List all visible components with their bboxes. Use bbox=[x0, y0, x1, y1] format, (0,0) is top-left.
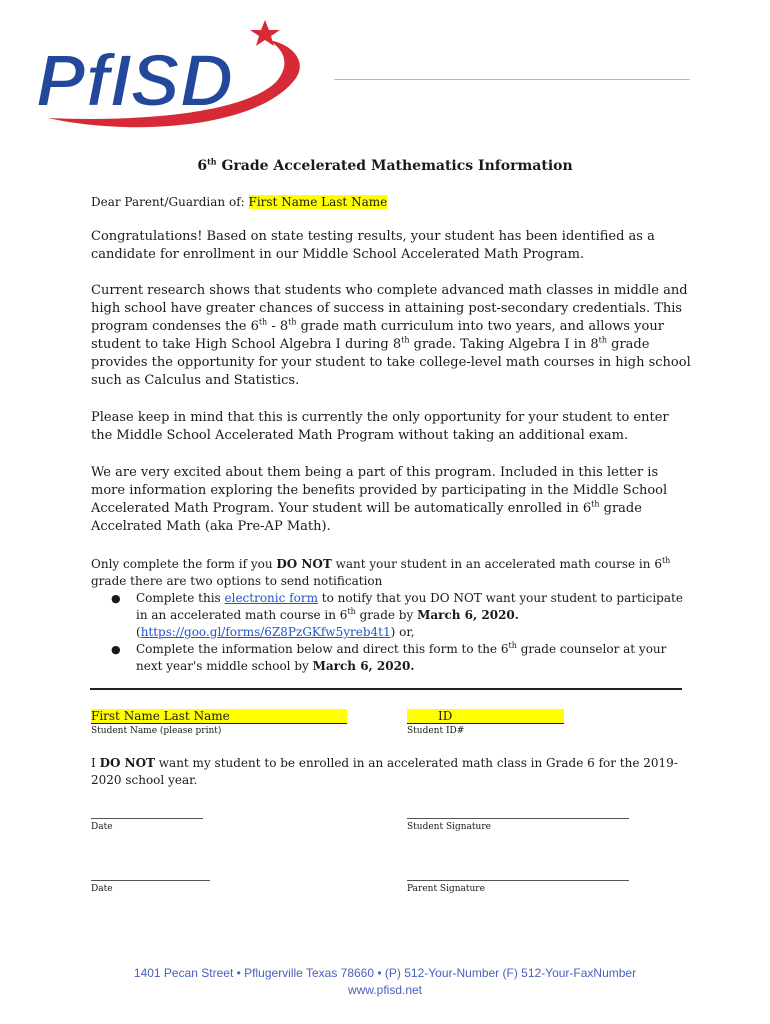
section-divider bbox=[90, 688, 682, 690]
options-list bbox=[91, 590, 691, 675]
list-item: ● Complete the information below and direct this form to the 6th grade counselor at your next year's middle school by March 6, 2020. bbox=[111, 641, 667, 673]
paragraph-research: Current research shows that students who complete advanced math classes in middle and high school have greater chances of success in attaining post-secondary credentials. This program condenses the 6th - 8th grade math curriculum into two years, and allows your student to take High School Algebra I during 8th grade. Taking Algebra I in 8th grade provides the opportunity for your student to take college-level math courses in high school such as Calculus and Statistics. bbox=[91, 283, 691, 388]
date-caption-1: Date bbox=[91, 822, 113, 832]
list-item: ● Complete this electronic form to notify that you DO NOT want your student to participate in an accelerated math course in 6th grade by March 6, 2020. (https://goo.gl/forms/6Z8PzGKfw5yreb4t1) or, bbox=[111, 591, 683, 639]
date-caption-2: Date bbox=[91, 884, 113, 894]
opt-out-statement: I DO NOT want my student to be enrolled in an accelerated math class in Grade 6 for the 2019-2020 school year. bbox=[91, 756, 678, 787]
student-id-field[interactable]: ID bbox=[407, 709, 564, 724]
student-id-caption: Student ID# bbox=[407, 726, 465, 736]
logo-text: PfISD bbox=[36, 39, 234, 122]
paragraph-excited: We are very excited about them being a part of this program. Included in this letter is more information exploring the benefits provided by participating in the Middle School Accelerated Math Program. Your student will be automatically enrolled in 6th grade Accelrated Math (aka Pre-AP Math). bbox=[91, 465, 668, 534]
bullet-icon: ● bbox=[111, 643, 121, 656]
student-signature-caption: Student Signature bbox=[407, 822, 491, 832]
date-line-1[interactable] bbox=[91, 818, 203, 819]
electronic-form-link[interactable]: electronic form bbox=[224, 591, 318, 605]
student-name-field[interactable]: First Name Last Name bbox=[91, 709, 347, 724]
page-title: 6th Grade Accelerated Mathematics Information bbox=[197, 156, 573, 174]
footer-address: 1401 Pecan Street • Pflugerville Texas 78660 • (P) 512-Your-Number (F) 512-Your-FaxNumber bbox=[133, 966, 637, 980]
google-form-url-link[interactable]: https://goo.gl/forms/6Z8PzGKfw5yreb4t1 bbox=[140, 625, 391, 639]
pfisd-logo bbox=[28, 18, 318, 128]
paragraph-opportunity: Please keep in mind that this is currently the only opportunity for your student to enter the Middle School Accelerated Math Program without taking an additional exam. bbox=[91, 410, 669, 443]
student-signature-line[interactable] bbox=[407, 818, 629, 819]
date-line-2[interactable] bbox=[91, 880, 210, 881]
footer-website[interactable]: www.pfisd.net bbox=[347, 983, 423, 997]
parent-signature-caption: Parent Signature bbox=[407, 884, 485, 894]
header-rule bbox=[334, 79, 690, 80]
greeting: Dear Parent/Guardian of: First Name Last Name bbox=[91, 195, 388, 209]
paragraph-instructions: Only complete the form if you DO NOT want your student in an accelerated math course in 6th grade there are two options to send notification ● Complete this electronic form to notify that you DO NOT want your student to participate in an accelerated math course in 6th grade by March 6, 2020. (https://goo.gl/forms/6Z8PzGKfw5yreb4t1) or, ● Complete the information below and direct this form to the 6th grade counselor at your next year's middle school by March 6, 2020. bbox=[91, 556, 691, 675]
paragraph-congratulations: Congratulations! Based on state testing results, your student has been identified as a candidate for enrollment in our Middle School Accelerated Math Program. bbox=[91, 229, 655, 262]
parent-signature-line[interactable] bbox=[407, 880, 629, 881]
student-name-placeholder: First Name Last Name bbox=[248, 195, 388, 209]
bullet-icon: ● bbox=[111, 592, 121, 605]
student-name-caption: Student Name (please print) bbox=[91, 726, 222, 736]
